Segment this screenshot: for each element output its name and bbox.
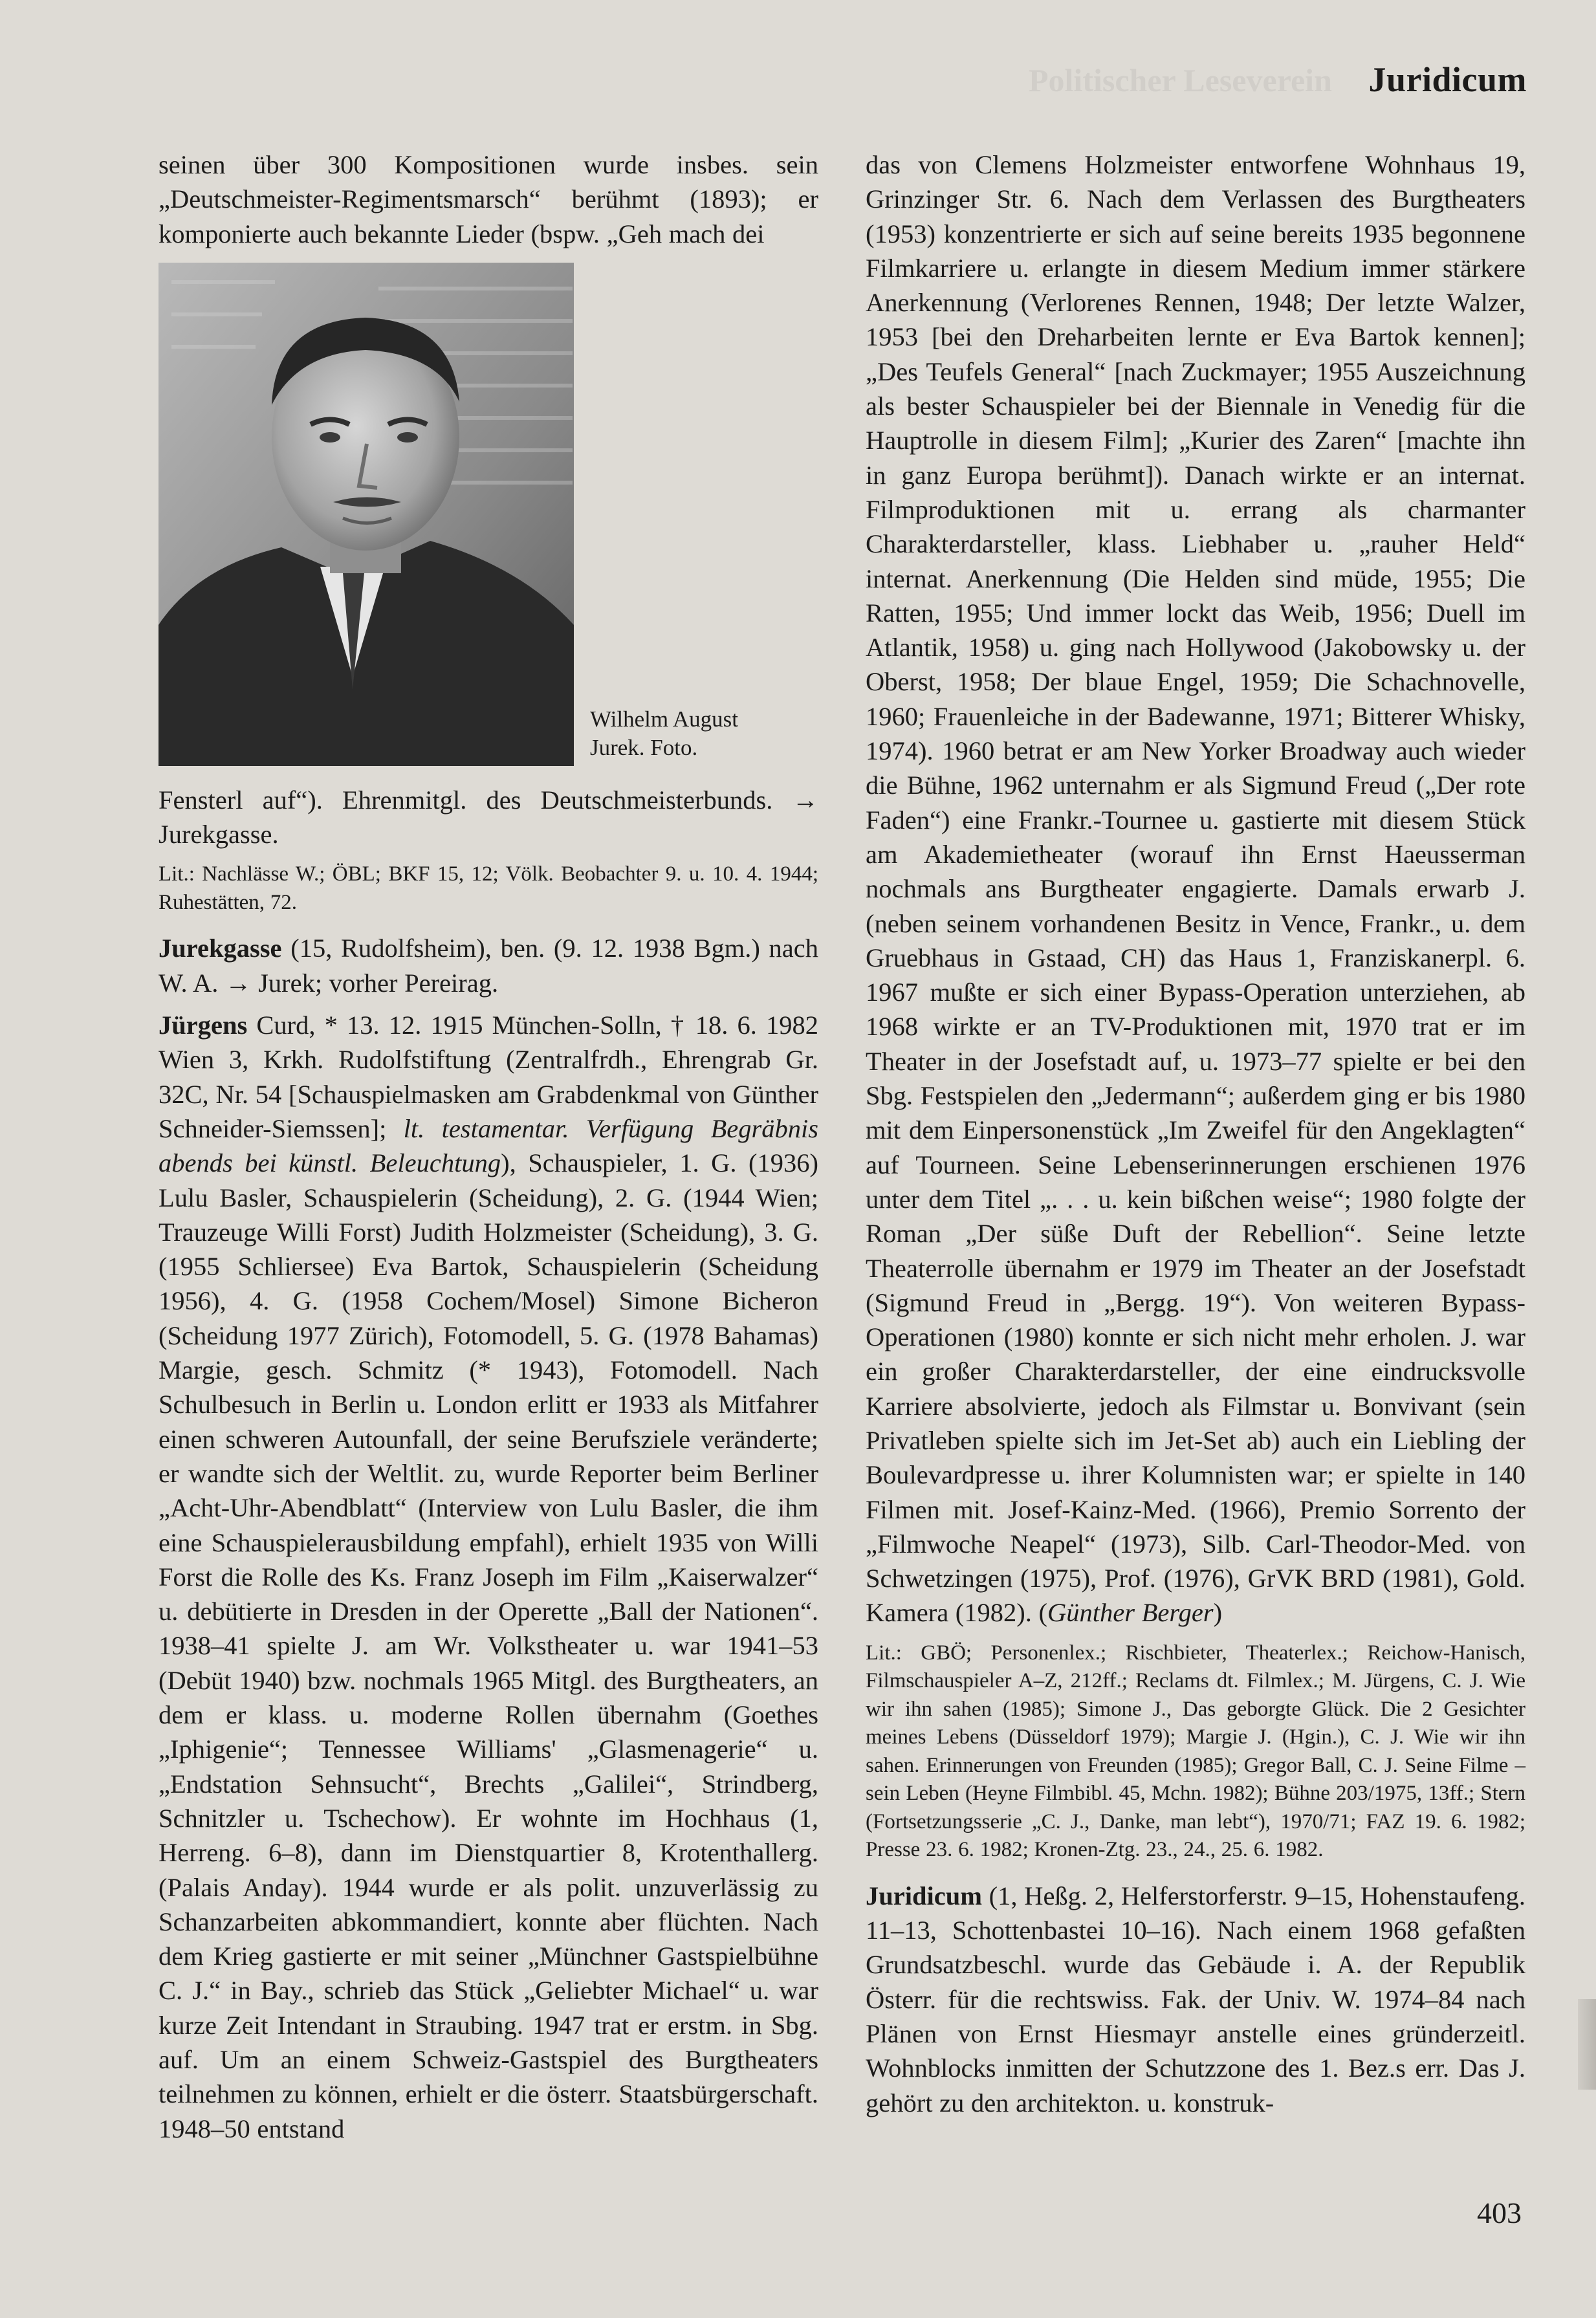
- entry-italic-juergens: lt. testamentar. Verfügung Begräbnis abends bei künstl. Beleuchtung: [159, 1113, 818, 1178]
- portrait-photo: [159, 263, 574, 766]
- entry-heading-juridicum: Juridicum: [866, 1881, 983, 1910]
- entry-juergens-continued: [866, 148, 1525, 1630]
- entry-heading-juergens: Jürgens: [159, 1011, 248, 1040]
- literature-jurek: Lit.: Nachlässe W.; ÖBL; BKF 15, 12; Völk. Beobachter 9. u. 10. 4. 1944; Ruhestätten, 72.: [159, 862, 818, 914]
- portrait-figure: [159, 263, 818, 767]
- entry-text-jurekgasse: (15, Rudolfsheim), ben. (9. 12. 1938 Bgm.) nach W. A. → Jurek; vorher Pereirag.: [159, 934, 818, 998]
- portrait-illustration: [159, 263, 574, 766]
- entry-juridicum: [866, 1879, 1525, 2120]
- entry-text-continued: das von Clemens Holzmeister entworfene Wohnhaus 19, Grinzinger Str. 6. Nach dem Verlassen des Burgtheaters (1953) konzentrierte er sich auf seine bereits 1935 begonnene Filmkarriere u. erlangte in diesem Medium immer stärkere Anerkennung (Verlorenes Rennen, 1948; Der letzte Walzer, 1953 [bei den Dreharbeiten lernte er Eva Bartok kennen]; „Des Teufels General“ [nach Zuckmayer; 1955 Auszeichnung als bester Schauspieler bei der Biennale in Venedig für die Hauptrolle in diesem Film]; „Kurier des Zaren“ [machte ihn in ganz Europa berühmt]). Danach wirkte er an internat. Filmproduktionen mit u. errang als charmanter Charakterdarsteller, klass. Liebhaber u. „rauher Held“ internat. Anerkennung (Die Helden sind müde, 1955; Die Ratten, 1955; Und immer lockt das Weib, 1956; Duell im Atlantik, 1958) u. ging nach Hollywood (Jakobowsky u. der Oberst, 1958; Der blaue Engel, 1959; Die Schachnovelle, 1960; Frauenleiche in der Badewanne, 1971; Bitterer Whisky, 1974). 1960 betrat er am New Yorker Broadway auch wieder die Bühne, 1962 unternahm er als Sigmund Freud („Der rote Faden“) eine Frankr.-Tournee u. gastierte mit diesem Stück am Akademietheater (worauf ihn Ernst Haeusserman nochmals ans Burgtheater engagierte. Damals erwarb J. (neben seinem vorhandenen Besitz in Vence, Frankr., u. dem Gruebhaus in Gstaad, CH) das Haus 1, Franziskanerpl. 6. 1967 mußte er sich einer Bypass-Operation unterziehen, ab 1968 wirkte er an TV-Produktionen mit, 1970 trat er im Theater in der Josefstadt auf, u. 1973–77 spielte er bei den Sbg. Festspielen den „Jedermann“; außerdem ging er bis 1980 mit dem Einpersonenstück „Im Zweifel für den Angeklagten“ auf Tourneen. Seine Lebenserinnerungen erschienen 1976 unter dem Titel „. . . u. kein bißchen weise“; 1980 folgte der Roman „Der süße Duft der Rebellion“. Seine letzte Theaterrolle übernahm er 1979 im Theater an der Josefstadt (Sigmund Freud in „Bergg. 19“). Von weiteren Bypass-Operationen (1980) konnte er sich nicht mehr erholen. J. war ein großer Charakterdarsteller, der eine eindrucksvolle Karriere absolvierte, jedoch als Filmstar u. Bonvivant (sein Privatleben spielte sich im Jet-Set ab) auch ein Liebling der Boulevardpresse u. ihrer Kolumnisten war; er spielte in 140 Filmen mit. Josef-Kainz-Med. (1966), Premio Sorrento der „Filmwoche Neapel“ (1973), Silb. Carl-Theodor-Med. von Schwetzingen (1975), Prof. (1976), GrVK BRD (1981), Gold. Kamera (1982). (: [866, 150, 1525, 1628]
- entry-author: Günther Berger: [1047, 1598, 1214, 1628]
- caption-line-2: Jurek. Foto.: [590, 734, 698, 760]
- entry-text-juridicum: (1, Heßg. 2, Helferstorferstr. 9–15, Hohenstaufeng. 11–13, Schottenbastei 10–16). Nach einem 1968 gefaßten Grundsatzbeschl. wurde das Gebäude i. A. der Republik Österr. für die rechtswiss. Fak. der Univ. W. 1974–84 nach Plänen von Ernst Hiesmayr anstelle eines gründerzeitl. Wohnblocks inmitten der Schutzzone des 1. Bez.s err. Das J. gehört zu den architekton. u. konstruk-: [866, 1881, 1525, 2117]
- literature-juergens: Lit.: GBÖ; Personenlex.; Rischbieter, Theaterlex.; Reichow-Hanisch, Filmschauspieler A–Z, 212ff.; Reclams dt. Filmlex.; M. Jürgens, C. J. Wie wir ihn sahen (1985); Simone J., Das geborgte Glück. Die 2 Gesichter meines Lebens (Düsseldorf 1979); Margie J. (Hgin.), C. J. Wie wir ihn sahen. Erinnerungen von Freunden (1985); Gregor Ball, C. J. Seine Filme – sein Leben (Heyne Filmbibl. 45, Mchn. 1982); Bühne 203/1975, 13ff.; Stern (Fortsetzungsserie „C. J., Danke, man lebt“), 1970/71; FAZ 19. 6. 1982; Presse 23. 6. 1982; Kronen-Ztg. 23., 24., 25. 6. 1982.: [866, 1641, 1525, 1862]
- right-column: [866, 148, 1525, 2120]
- entry-text-juergens-1: Curd, * 13. 12. 1915 München-Solln, † 18. 6. 1982 Wien 3, Krkh. Rudolfstiftung (Zentralfrdh., Ehrengrab Gr. 32C, Nr. 54 [Schauspielmasken am Grabdenkmal von Günther Schneider-Siemssen];: [159, 1011, 818, 1143]
- page-number: 403: [1477, 2196, 1522, 2229]
- entry-author-close: ): [1213, 1598, 1223, 1628]
- caption-line-1: Wilhelm August: [590, 706, 739, 732]
- left-column: [159, 148, 818, 2146]
- paragraph-intro: seinen über 300 Kompositionen wurde insbes. sein „Deutschmeister-Regimentsmarsch“ berühmt (1893); er komponierte auch bekannte Lieder (bspw. „Geh mach dei: [159, 150, 818, 248]
- bleed-through-text: Politischer Leseverein: [1029, 62, 1332, 98]
- paragraph-after-figure: Fensterl auf“). Ehrenmitgl. des Deutschmeisterbunds. → Jurekgasse.: [159, 785, 818, 849]
- entry-text-juergens-2: ), Schauspieler, 1. G. (1936) Lulu Basler, Schauspielerin (Scheidung), 2. G. (1944 Wien; Trauzeuge Willi Forst) Judith Holzmeister (Scheidung), 3. G. (1955 Schliersee) Eva Bartok, Schauspielerin (Scheidung 1956), 4. G. (1958 Cochem/Mosel) Simone Bicheron (Scheidung 1977 Zürich), Fotomodell, 5. G. (1978 Bahamas) Margie, gesch. Schmitz (* 1943), Fotomodell. Nach Schulbesuch in Berlin u. London erlitt er 1933 als Mitfahrer einen schweren Autounfall, der seine Berufsziele veränderte; er wandte sich der Weltlit. zu, wurde Reporter beim Berliner „Acht-Uhr-Abendblatt“ (Interview von Lulu Basler, die ihm eine Schauspielerausbildung empfahl), erhielt 1935 von Willi Forst die Rolle des Ks. Franz Joseph im Film „Kaiserwalzer“ u. debütierte in Dresden in der Operette „Ball der Nationen“. 1938–41 spielte J. am Wr. Volkstheater u. war 1941–53 (Debüt 1940) bzw. nochmals 1965 Mitgl. des Burgtheaters, an dem er klass. u. moderne Rollen übernahm (Goethes „Iphigenie“; Tennessee Williams' „Glasmenagerie“ u. „Endstation Sehnsucht“, Brechts „Galilei“, Strindberg, Schnitzler u. Tschechow). Er wohnte im Hochhaus (1, Herreng. 6–8), dann im Dienstquartier 8, Krotenthallerg. (Palais Anday). 1944 wurde er als polit. unzuverlässig zu Schanzarbeiten abkommandiert, konnte aber flüchten. Nach dem Krieg gastierte er mit seiner „Münchner Gastspielbühne C. J.“ in Bay., schrieb das Stück „Geliebter Michael“ u. war kurze Zeit Intendant in Straubing. 1947 trat er erstm. in Sbg. auf. Um an einem Schweiz-Gastspiel des Burgtheaters teilnehmen zu können, erhielt er die österr. Staatsbürgerschaft. 1948–50 entstand: [159, 1148, 818, 2143]
- entry-juergens: [159, 1008, 818, 2146]
- entry-heading-jurekgasse: Jurekgasse: [159, 934, 282, 963]
- entry-jurekgasse: [159, 931, 818, 1000]
- figure-caption: [590, 705, 738, 762]
- running-head: Juridicum: [1368, 60, 1527, 99]
- page-edge-mark: [1578, 1999, 1596, 2090]
